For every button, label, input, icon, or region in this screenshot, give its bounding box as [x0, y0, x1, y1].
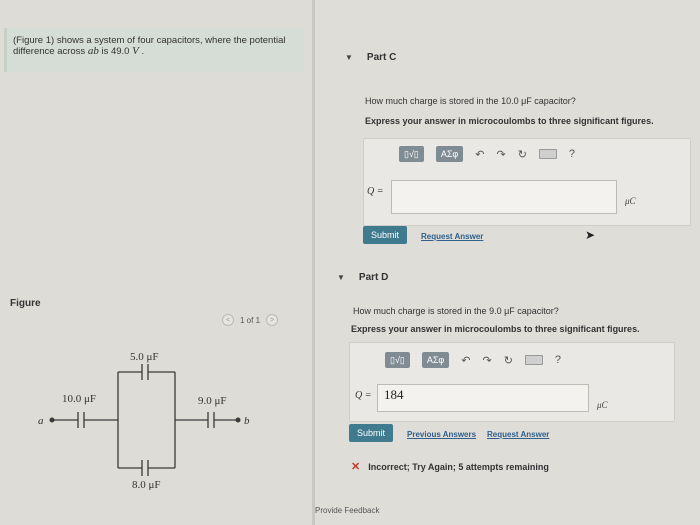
- help-icon[interactable]: ?: [554, 354, 562, 366]
- part-c-q-label: Q =: [367, 186, 384, 197]
- part-d-header[interactable]: [337, 272, 388, 283]
- part-c-request-answer-link[interactable]: Request Answer: [421, 232, 484, 241]
- right-pane: [315, 0, 700, 525]
- pager-text: 1 of 1: [240, 315, 261, 325]
- part-c-submit-button[interactable]: Submit: [363, 226, 407, 244]
- part-d-request-answer-link[interactable]: Request Answer: [487, 430, 550, 439]
- intro-value: is 49.0: [98, 46, 133, 57]
- prev-figure-button[interactable]: <: [222, 314, 234, 326]
- intro-period: .: [138, 46, 145, 57]
- part-c-instruction: Express your answer in microcoulombs to three significant figures.: [365, 116, 654, 126]
- part-c-title: Part C: [366, 52, 397, 63]
- next-figure-button[interactable]: >: [266, 314, 278, 326]
- intro-text: (Figure 1) shows a system of four capacitors, where the potential difference across: [13, 35, 286, 57]
- part-d-feedback-text: Incorrect; Try Again; 5 attempts remaining: [368, 461, 549, 472]
- undo-icon[interactable]: ↶: [461, 354, 471, 367]
- cap-label-8uf: 8.0 μF: [132, 479, 161, 490]
- greek-symbols-button[interactable]: ΑΣφ: [422, 352, 449, 368]
- part-d-feedback: [351, 460, 549, 473]
- node-b-label: b: [244, 415, 250, 427]
- left-pane: [0, 0, 312, 525]
- incorrect-x-icon: ✕: [351, 461, 361, 473]
- part-d-title: Part D: [358, 272, 389, 283]
- problem-intro: [4, 28, 304, 72]
- greek-symbols-button[interactable]: ΑΣφ: [436, 146, 463, 162]
- part-c-header[interactable]: [345, 52, 396, 63]
- cap-label-9uf: 9.0 μF: [198, 395, 227, 407]
- redo-icon[interactable]: ↷: [496, 148, 506, 161]
- intro-var: ab: [87, 45, 99, 57]
- help-icon[interactable]: ?: [568, 148, 576, 160]
- part-c-question: How much charge is stored in the 10.0 μF capacitor?: [365, 96, 576, 106]
- part-d-question: How much charge is stored in the 9.0 μF capacitor?: [353, 306, 559, 316]
- part-d-submit-button[interactable]: Submit: [349, 424, 393, 442]
- reset-icon[interactable]: ↻: [503, 354, 513, 367]
- circuit-diagram: [30, 340, 270, 490]
- part-d-previous-answers-link[interactable]: Previous Answers: [407, 430, 477, 439]
- part-c-unit: μC: [625, 196, 636, 206]
- undo-icon[interactable]: ↶: [475, 148, 485, 161]
- part-c-toolbar: [399, 146, 575, 162]
- cap-label-10uf: 10.0 μF: [62, 393, 97, 405]
- collapse-triangle-icon: ▼: [337, 273, 345, 282]
- part-c-answer-input[interactable]: [391, 180, 617, 214]
- node-b-terminal: [236, 418, 241, 423]
- figure-label: Figure: [10, 298, 41, 309]
- keyboard-icon[interactable]: [525, 355, 543, 365]
- templates-button[interactable]: ▯√▯: [399, 146, 424, 162]
- part-d-answer-input[interactable]: 184: [377, 384, 589, 412]
- keyboard-icon[interactable]: [539, 149, 557, 159]
- collapse-triangle-icon: ▼: [345, 53, 353, 62]
- part-d-toolbar: [385, 352, 561, 368]
- node-a-terminal: [50, 418, 55, 423]
- cap-label-5uf: 5.0 μF: [130, 351, 159, 363]
- provide-feedback-link[interactable]: Provide Feedback: [315, 506, 380, 515]
- node-a-label: a: [38, 415, 44, 427]
- part-d-q-label: Q =: [355, 390, 372, 401]
- reset-icon[interactable]: ↻: [517, 148, 527, 161]
- part-d-instruction: Express your answer in microcoulombs to three significant figures.: [351, 324, 640, 334]
- mouse-cursor-icon: ➤: [585, 228, 596, 242]
- part-d-unit: μC: [597, 400, 608, 410]
- templates-button[interactable]: ▯√▯: [385, 352, 410, 368]
- figure-pager: [222, 314, 278, 326]
- intro-unit: V: [132, 45, 139, 57]
- redo-icon[interactable]: ↷: [482, 354, 492, 367]
